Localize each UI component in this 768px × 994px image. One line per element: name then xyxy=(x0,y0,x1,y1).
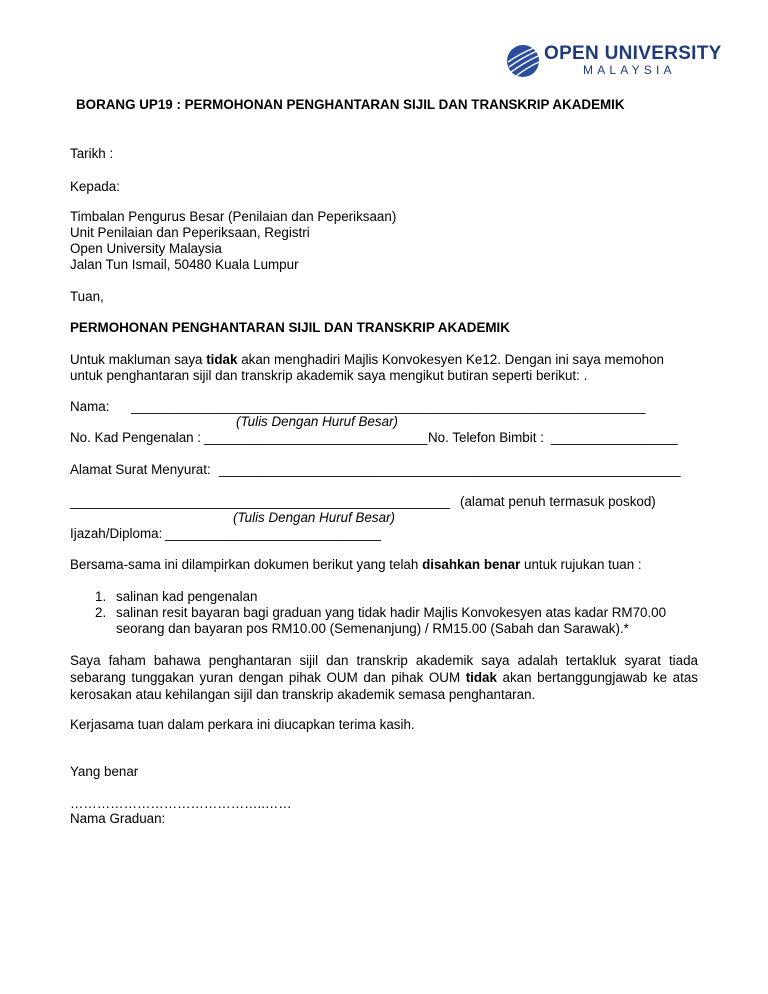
list-item-2-text: salinan resit bayaran bagi graduan yang tidak hadir Majlis Konvokesyen atas kadar RM70.00 xyxy=(116,605,667,620)
phone-field[interactable]: _________________ xyxy=(551,430,678,445)
list-item-2-text-cont: seorang dan bayaran pos RM10.00 (Semenanjung) / RM15.00 (Sabah dan Sarawak).* xyxy=(116,621,629,636)
thanks-text: Kerjasama tuan dalam perkara ini diucapkan terima kasih. xyxy=(70,717,415,732)
address-line-2: Unit Penilaian dan Peperiksaan, Registri xyxy=(70,225,310,240)
intro-line-2: untuk penghantaran sijil dan transkrip akademik saya mengikut butiran seperti berikut: . xyxy=(70,368,588,383)
ic-label: No. Kad Pengenalan : xyxy=(70,430,202,445)
name-label: Nama: xyxy=(70,399,110,414)
mailing-address-field[interactable]: ______________________________________________________________ xyxy=(219,462,681,477)
date-label: Tarikh : xyxy=(70,146,114,161)
name-field[interactable]: ______________________________________________________________________ xyxy=(131,399,646,414)
salutation: Tuan, xyxy=(70,289,104,304)
graduate-name-label: Nama Graduan: xyxy=(70,811,166,826)
address-line-3: Open University Malaysia xyxy=(70,241,222,256)
address-note: (alamat penuh termasuk poskod) xyxy=(460,494,656,509)
globe-icon xyxy=(507,45,539,77)
logo-text-line1: OPEN UNIVERSITY xyxy=(544,43,722,64)
phone-label: No. Telefon Bimbit : xyxy=(428,430,544,445)
address-hint: (Tulis Dengan Huruf Besar) xyxy=(233,510,395,525)
form-title: BORANG UP19 : PERMOHONAN PENGHANTARAN SIJIL DAN TRANSKRIP AKADEMIK xyxy=(76,97,625,112)
mailing-address-label: Alamat Surat Menyurat: xyxy=(70,462,211,477)
degree-field[interactable]: _____________________________ xyxy=(165,526,381,541)
closing: Yang benar xyxy=(70,764,139,779)
subject-heading: PERMOHONAN PENGHANTARAN SIJIL DAN TRANSKRIP AKADEMIK xyxy=(70,320,510,335)
name-hint: (Tulis Dengan Huruf Besar) xyxy=(236,414,398,429)
logo-text-line2: MALAYSIA xyxy=(583,63,676,77)
address-line-1: Timbalan Pengurus Besar (Penilaian dan Peperiksaan) xyxy=(70,209,397,224)
terms-paragraph: Saya faham bahawa penghantaran sijil dan transkrip akademik saya adalah tertakluk syarat tiada sebarang tunggakan yuran dengan pihak OUM dan pihak OUM tidak akan bertanggungjawab ke atas kerosakan atau kehilangan sijil dan transkrip akademik semasa penghantaran. xyxy=(70,653,698,702)
list-item-2-number: 2. xyxy=(95,605,107,620)
intro-line-1: Untuk makluman saya tidak akan menghadiri Majlis Konvokesyen Ke12. Dengan ini saya memohon xyxy=(70,352,664,367)
mailing-address-field-2[interactable]: ___________________________________________________ xyxy=(70,494,450,509)
ic-field[interactable]: ______________________________ xyxy=(204,430,428,445)
oum-logo xyxy=(507,43,722,79)
signature-line[interactable]: ……………………………………..…… xyxy=(70,796,292,811)
attachments-intro: Bersama-sama ini dilampirkan dokumen berikut yang telah disahkan benar untuk rujukan tuan : xyxy=(70,557,642,572)
to-label: Kepada: xyxy=(70,179,120,194)
degree-label: Ijazah/Diploma: xyxy=(70,526,163,541)
list-item-1-text: salinan kad pengenalan xyxy=(116,589,258,604)
address-line-4: Jalan Tun Ismail, 50480 Kuala Lumpur xyxy=(70,257,299,272)
list-item-1-number: 1. xyxy=(95,589,107,604)
